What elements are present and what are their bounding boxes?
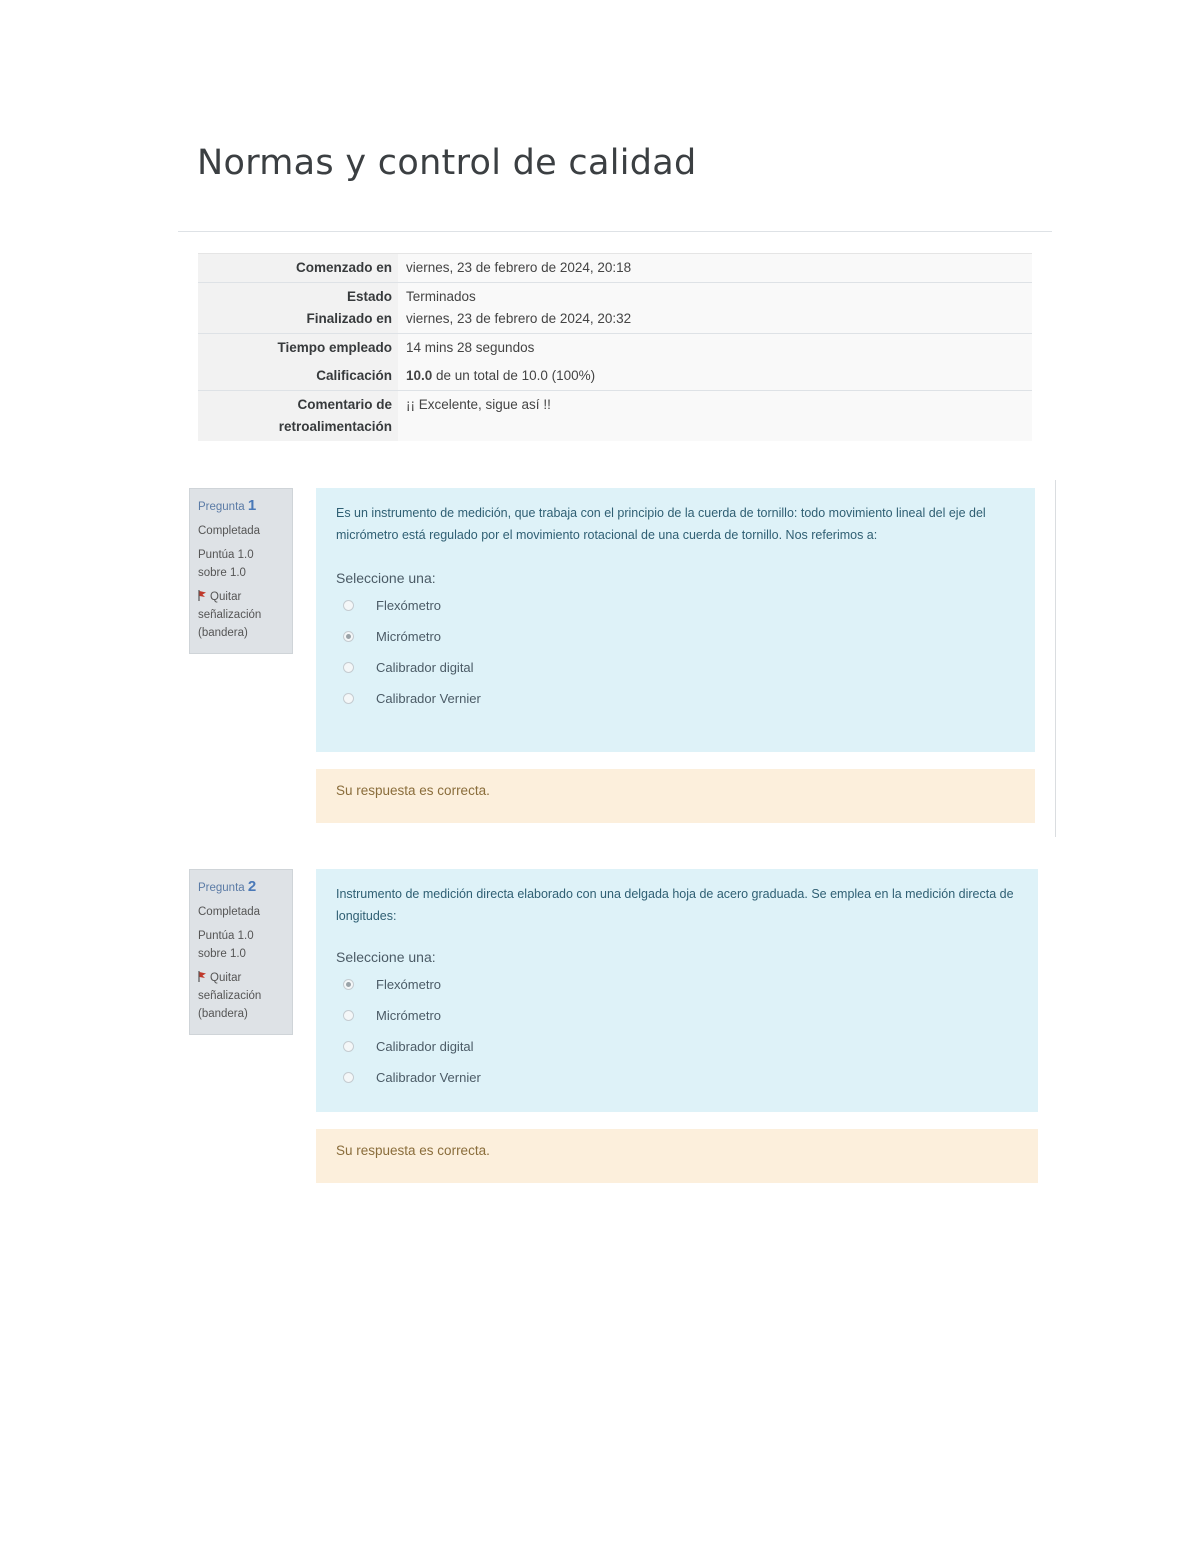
- option-label: Calibrador digital: [376, 1039, 474, 1054]
- page-title: Normas y control de calidad: [197, 143, 697, 183]
- summary-row-time: [198, 334, 1032, 363]
- summary-value: Terminados: [398, 283, 1032, 308]
- flag-icon: [198, 971, 207, 982]
- answer-prompt: Seleccione una:: [336, 570, 436, 586]
- summary-value: viernes, 23 de febrero de 2024, 20:32: [398, 307, 1032, 334]
- title-divider: [178, 231, 1052, 232]
- feedback-1: Su respuesta es correcta.: [316, 769, 1035, 823]
- summary-row-finished: [198, 307, 1032, 334]
- question-score: Puntúa 1.0 sobre 1.0: [198, 930, 254, 960]
- flag-label: Quitar señalización (bandera): [198, 591, 262, 639]
- summary-row-state: [198, 283, 1032, 308]
- answer-option[interactable]: [336, 621, 1015, 652]
- radio-icon[interactable]: [343, 1010, 354, 1021]
- answer-option[interactable]: [336, 969, 1018, 1000]
- answer-option[interactable]: [336, 590, 1015, 621]
- option-label: Calibrador digital: [376, 660, 474, 675]
- radio-icon[interactable]: [343, 1072, 354, 1083]
- summary-label: Comentario de retroalimentación: [198, 391, 398, 442]
- flag-icon: [198, 590, 207, 601]
- answer-option[interactable]: [336, 1031, 1018, 1062]
- question-info-2: [189, 869, 293, 1035]
- option-label: Calibrador Vernier: [376, 691, 481, 706]
- summary-value: viernes, 23 de febrero de 2024, 20:18: [398, 254, 1032, 283]
- radio-icon[interactable]: [343, 631, 354, 642]
- question-number: 2: [247, 878, 257, 895]
- grade-value: 10.0: [406, 368, 433, 383]
- option-label: Flexómetro: [376, 977, 442, 992]
- question-number: 1: [247, 497, 257, 514]
- summary-value: ¡¡ Excelente, sigue así !!: [398, 391, 1032, 442]
- question-status: Completada: [198, 525, 261, 537]
- question-label: Pregunta: [198, 882, 245, 894]
- flag-label: Quitar señalización (bandera): [198, 972, 262, 1020]
- summary-label: Comenzado en: [198, 254, 398, 283]
- option-label: Micrómetro: [376, 1008, 442, 1023]
- answer-prompt: Seleccione una:: [336, 949, 436, 965]
- summary-row-feedback: [198, 391, 1032, 442]
- summary-label: Estado: [198, 283, 398, 308]
- option-label: Micrómetro: [376, 629, 442, 644]
- question-text: Es un instrumento de medición, que trabaja con el principio de la cuerda de tornillo: todo movimiento lineal del eje del micrómetro está regulado por el movimiento rotacional de una cuerda de tornillo. Nos referimos a:: [336, 506, 986, 542]
- radio-icon[interactable]: [343, 979, 354, 990]
- feedback-2: Su respuesta es correcta.: [316, 1129, 1038, 1183]
- question-label: Pregunta: [198, 501, 245, 513]
- answer-option[interactable]: [336, 1062, 1018, 1093]
- summary-label: Tiempo empleado: [198, 334, 398, 363]
- summary-row-grade: [198, 362, 1032, 391]
- content-divider: [1055, 480, 1056, 837]
- flag-toggle[interactable]: [198, 588, 284, 642]
- radio-icon[interactable]: [343, 600, 354, 611]
- question-text: Instrumento de medición directa elaborado con una delgada hoja de acero graduada. Se emplea en la medición directa de longitudes:: [336, 887, 1014, 923]
- flag-toggle[interactable]: [198, 969, 284, 1023]
- option-label: Flexómetro: [376, 598, 442, 613]
- grade-total: de un total de 10.0 (100%): [432, 368, 596, 383]
- question-content-2: [316, 869, 1038, 1112]
- summary-label: Calificación: [198, 362, 398, 391]
- radio-icon[interactable]: [343, 693, 354, 704]
- question-info-1: [189, 488, 293, 654]
- summary-value: [398, 362, 1032, 391]
- answer-option[interactable]: [336, 683, 1015, 714]
- attempt-summary-table: [198, 253, 1032, 441]
- option-label: Calibrador Vernier: [376, 1070, 481, 1085]
- summary-label: Finalizado en: [198, 307, 398, 334]
- answer-option[interactable]: [336, 1000, 1018, 1031]
- question-status: Completada: [198, 906, 261, 918]
- radio-icon[interactable]: [343, 662, 354, 673]
- summary-row-started: [198, 254, 1032, 283]
- question-content-1: [316, 488, 1035, 752]
- radio-icon[interactable]: [343, 1041, 354, 1052]
- question-score: Puntúa 1.0 sobre 1.0: [198, 549, 254, 579]
- summary-value: 14 mins 28 segundos: [398, 334, 1032, 363]
- answer-option[interactable]: [336, 652, 1015, 683]
